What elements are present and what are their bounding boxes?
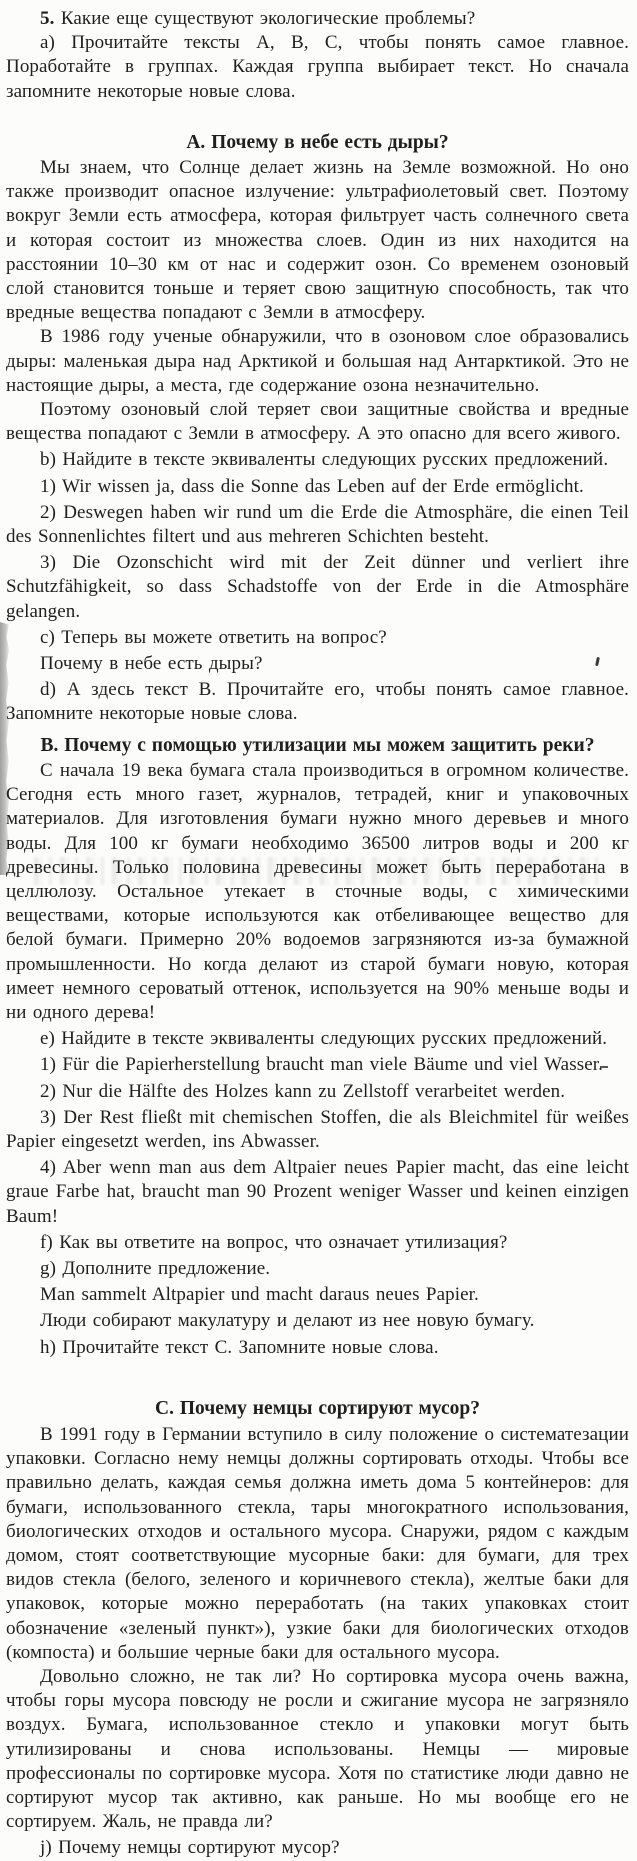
german-sentence-1: 1) Für die Papierherstellung braucht man viele Bäume und viel Wasser. [40,1054,603,1076]
task-d: d) А здесь текст В. Прочитайте его, чтобы понять самое главное. Запомните некоторые новые слова. [6,679,629,725]
section-c-heading: С. Почему немцы сортируют мусор? [155,1397,480,1419]
task-h: h) Прочитайте текст С. Запомните новые слова. [40,1336,439,1358]
task-j: j) Почему немцы сортируют мусор? [40,1837,340,1859]
german-sentence-2: 2) Nur die Hälfte des Holzes kann zu Zellstoff verarbeitet werden. [40,1080,566,1102]
section-c-paragraph: В 1991 году в Германии вступило в силу положение о систематезации упаковки. Согласно нему немцы должны сортировать отходы. Чтобы все правильно делать, каждая семья должна иметь дома 5 контейнеров: для бумаги, использованного стекла, тары многократного использования, биологических отходов и остального мусора. Снаружи, рядом с каждым домом, стоят соответствующие мусорные баки: для бумаги, для трех видов стекла (белого, зеленого и коричневого стекла), желтые баки для упаковок, которые можно переработать (на таких упаковках стоит обозначение «зеленый пункт»), узкие баки для биологических отходов (компоста) и большие черные баки для остального мусора. [6,1423,629,1663]
task-b: b) Найдите в тексте эквиваленты следующих русских предложений. [40,449,609,471]
section-b-paragraph: С начала 19 века бумага стала производиться в огромном количестве. Сегодня есть много газет, журналов, тетрадей, книг и упаковочных материалов. Для изготовления бумаги нужно много деревьев и много воды. Для 100 кг бумаги необходимо 36500 литров воды и 200 кг древесины. Только половина древесины может быть переработана в целлюлозу. Остальное утекает в сточные воды, с химическими веществами, которые используются как отбеливающее вещество для белой бумаги. Примерно 20% водоемов загрязняются из-за бумажной промышленности. Но когда делают из старой бумаги новую, которая имеет немного сероватый оттенок, используется на 90% меньше воды и ни одного дерева! [6,759,629,1023]
task-a: а) Прочитайте тексты А, В, С, чтобы понять самое главное. Поработайте в группах. Каждая группа выбирает текст. Но сначала запомните некоторые новые слова. [6,32,629,102]
exercise-number-and-question [6,7,629,31]
german-sentence-2: 2) Deswegen haben wir rund um die Erde die Atmosphäre, die einen Teil des Sonnenlichtes filtert und aus mehreren Schichten besteht. [6,501,629,548]
section-b-heading: В. Почему с помощью утилизации мы можем защитить реки? [40,734,595,756]
task-e: e) Найдите в тексте эквиваленты следующих русских предложений. [40,1028,608,1050]
section-c-paragraph: Довольно сложно, не так ли? Но сортировка мусора очень важна, чтобы горы мусора повсюду не росли и сжигание мусора не загрязняло воздух. Бумага, использованное стекло и упаковки могут быть утилизированы и снова использованы. Немцы — мировые профессионалы по сортировке мусора. Хотя по статистике люди давно не сортируют мусор так активно, как раньше. Но мы вообще его не сортируем. Жаль, не правда ли? [6,1666,629,1833]
german-sentence-1: 1) Wir wissen ja, dass die Sonne das Leben auf der Erde ermöglicht. [40,475,584,497]
section-a-heading: А. Почему в небе есть дыры? [186,131,449,153]
task-g: g) Дополните предложение. [40,1257,271,1279]
german-sentence-3: 3) Der Rest fließt mit chemischen Stoffen, die als Bleichmitel für weißes Papier eingesetzt werden, ins Abwasser. [6,1106,629,1152]
german-sentence-3: 3) Die Ozonschicht wird mit der Zeit dünner und verliert ihre Schutzfähigkeit, so dass Schadstoffe von der Erde in die Atmosphäre gelangen. [6,552,629,622]
section-a-paragraph: Мы знаем, что Солнце делает жизнь на Земле возможной. Но оно также производит опасное излучение: ультрафиолетовый свет. Поэтому вокруг Земли есть атмосфера, которая фильтрует часть солнечного света и которая состоит из множества слоев. Один из них находится на расстоянии 10–30 км от нас и содержит озон. Со временем озоновый слой становится тоньше и теряет свою защитную способность, так что вредные вещества попадают с Земли в атмосферу. [6,157,629,324]
exercise-number: 5. [40,8,55,29]
task-c-question: Почему в небе есть дыры? [40,653,263,675]
russian-translation-sentence: Люди собирают макулатуру и делают из нее новую бумагу. [40,1310,535,1332]
task-c: c) Теперь вы можете ответить на вопрос? [40,626,387,648]
exercise-question: Какие еще существуют экологические проблемы? [60,8,476,29]
section-a-paragraph: Поэтому озоновый слой теряет свои защитные свойства и вредные вещества попадают с Земли в атмосферу. А это опасно для всего живого. [6,399,629,445]
section-a-paragraph: В 1986 году ученые обнаружили, что в озоновом слое образовались дыры: маленькая дыра над Арктикой и большая над Антарктикой. Это не настоящие дыры, а места, где содержание озона незначительно. [6,326,629,396]
task-f: f) Как вы ответите на вопрос, что означает утилизация? [40,1231,508,1253]
german-sentence-4: 4) Aber wenn man aus dem Altpaier neues Papier macht, das eine leicht graue Farbe hat, braucht man 90 Prozent weniger Wasser und keinen einzigen Baum! [6,1157,629,1227]
german-answer-sentence: Man sammelt Altpapier und macht daraus neues Papier. [40,1284,479,1306]
